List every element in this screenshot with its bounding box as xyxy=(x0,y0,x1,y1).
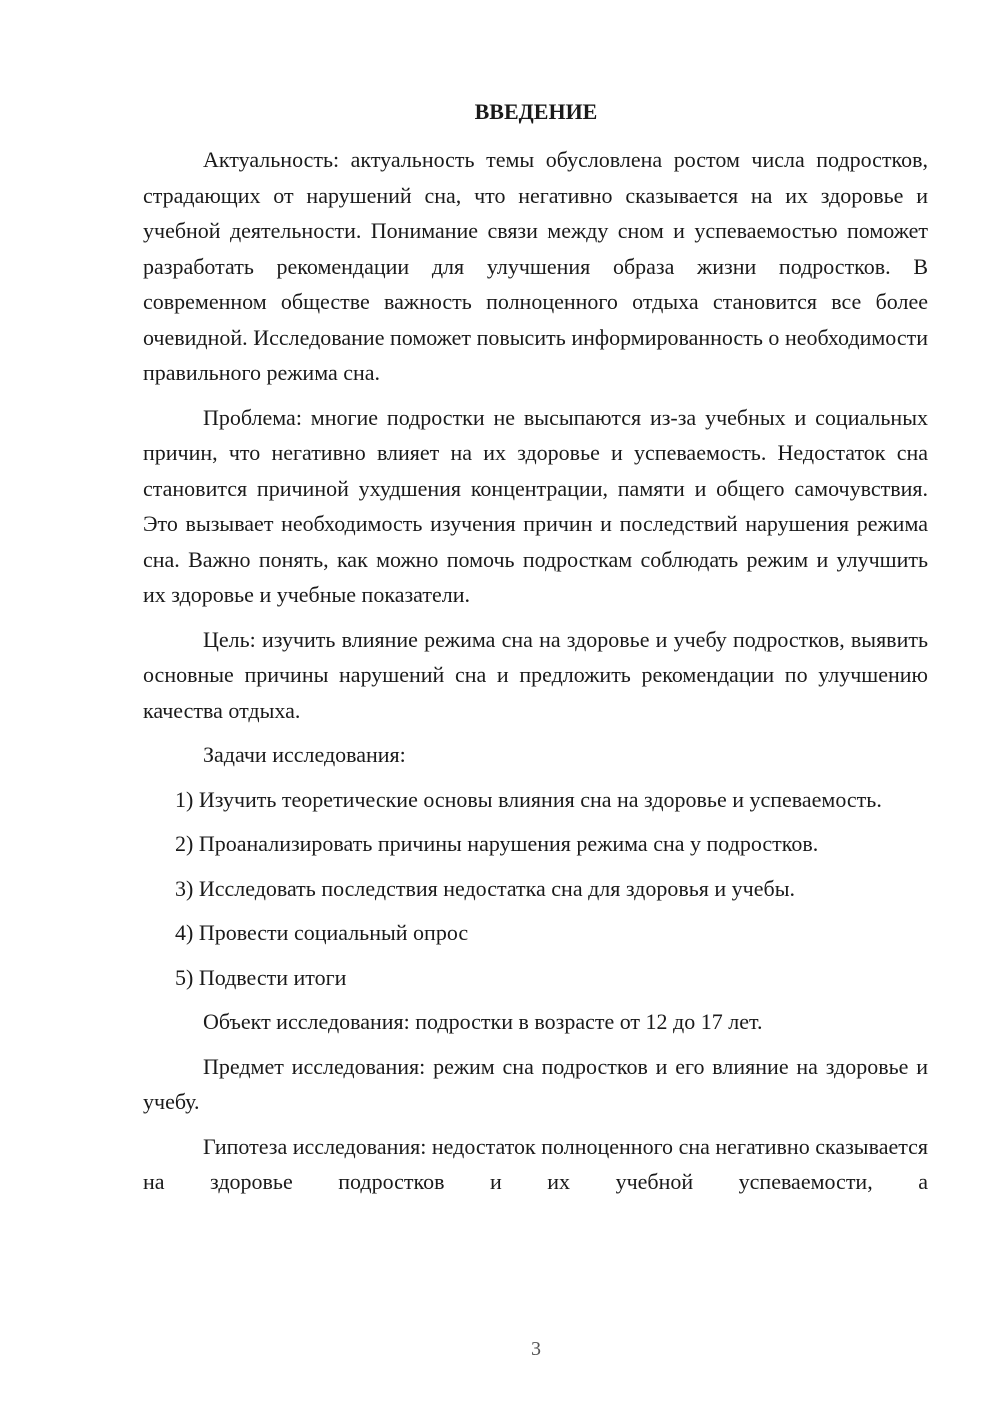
goal-paragraph: Цель: изучить влияние режима сна на здоровье и учебу подростков, выявить основные причины нарушений сна и предложить рекомендации по улучшению качества отдыха. xyxy=(143,626,928,723)
page-number: 3 xyxy=(531,1338,541,1360)
task-item: 5) Подвести итоги xyxy=(175,964,347,990)
document-body xyxy=(143,142,928,1209)
task-item: 1) Изучить теоретические основы влияния сна на здоровье и успеваемость. xyxy=(175,786,882,812)
task-item: 4) Провести социальный опрос xyxy=(175,920,469,945)
relevance-paragraph: Актуальность: актуальность темы обусловлена ростом числа подростков, страдающих от нарушений сна, что негативно сказывается на их здоровье и учебной деятельности. Понимание связи между сном и успеваемостью поможет разработать рекомендации для улучшения образа жизни подростков. В современном обществе важность полноценного отдыха становится все более очевидной. Исследование поможет повысить информированность о необходимости правильного режима сна. xyxy=(143,147,928,385)
section-heading-text: ВВЕДЕНИЕ xyxy=(474,99,598,124)
task-item: 2) Проанализировать причины нарушения режима сна у подростков. xyxy=(175,831,819,856)
subject-paragraph: Предмет исследования: режим сна подростков и его влияние на здоровье и учебу. xyxy=(143,1053,928,1114)
problem-paragraph: Проблема: многие подростки не высыпаются из-за учебных и социальных причин, что негативно влияет на их здоровье и успеваемость. Недостаток сна становится причиной ухудшения концентрации, памяти и общего самочувствия. Это вызывает необходимость изучения причин и последствий нарушения режима сна. Важно понять, как можно помочь подросткам соблюдать режим и улучшить их здоровье и учебные показатели. xyxy=(143,404,928,607)
object-paragraph: Объект исследования: подростки в возрасте от 12 до 17 лет. xyxy=(203,1009,763,1034)
task-item: 3) Исследовать последствия недостатка сна для здоровья и учебы. xyxy=(175,875,795,901)
tasks-heading: Задачи исследования: xyxy=(203,742,406,767)
section-heading xyxy=(36,94,1000,130)
hypothesis-paragraph: Гипотеза исследования: недостаток полноценного сна негативно сказывается на здоровье подростков и их учебной успеваемости, а xyxy=(143,1133,928,1194)
